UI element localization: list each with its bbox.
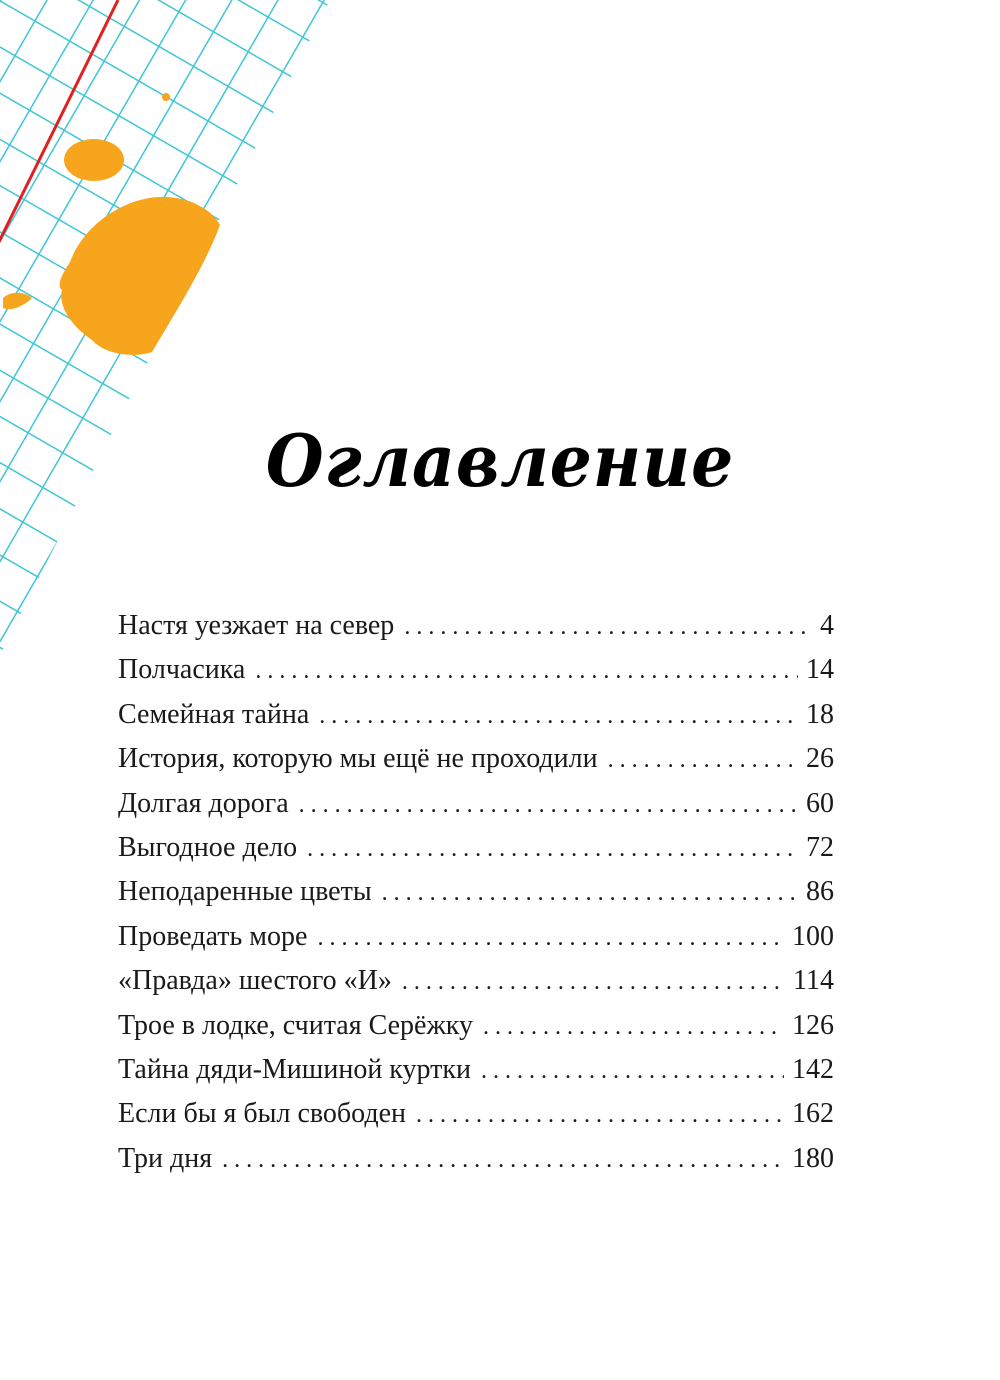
dot-leader bbox=[319, 703, 798, 730]
toc-entry[interactable] bbox=[118, 743, 834, 787]
toc-entry-page: 18 bbox=[806, 698, 834, 730]
toc-entry-title: Долгая дорога bbox=[118, 787, 289, 819]
toc-entry-page: 142 bbox=[792, 1053, 834, 1085]
toc-entry[interactable] bbox=[118, 1010, 834, 1054]
toc-entry-page: 60 bbox=[806, 787, 834, 819]
toc-entry-title: История, которую мы ещё не проходили bbox=[118, 743, 598, 775]
notebook-paper-illustration bbox=[0, 0, 340, 680]
dot-leader bbox=[402, 969, 785, 996]
dot-leader bbox=[481, 1058, 784, 1085]
toc-entry-page: 114 bbox=[793, 965, 834, 997]
toc-entry-title: Три дня bbox=[118, 1142, 213, 1174]
dot-leader bbox=[483, 1014, 784, 1041]
toc-entry-page: 26 bbox=[806, 743, 834, 775]
dot-leader bbox=[299, 792, 798, 819]
toc-entry-page: 180 bbox=[792, 1142, 834, 1174]
dot-leader bbox=[222, 1147, 784, 1174]
toc-entry-title: Если бы я был свободен bbox=[118, 1098, 407, 1130]
dot-leader bbox=[404, 614, 812, 641]
toc-entry-page: 72 bbox=[806, 831, 834, 863]
table-of-contents bbox=[118, 610, 834, 1187]
toc-entry-title: Проведать море bbox=[118, 920, 308, 952]
toc-entry-title: Неподаренные цветы bbox=[118, 876, 372, 908]
toc-entry-page: 126 bbox=[792, 1009, 834, 1041]
toc-entry-page: 100 bbox=[792, 920, 834, 952]
page-title: Оглавление bbox=[265, 418, 735, 503]
toc-entry[interactable] bbox=[118, 610, 834, 654]
toc-entry[interactable] bbox=[118, 1143, 834, 1187]
dot-leader bbox=[382, 880, 798, 907]
dot-leader bbox=[255, 658, 798, 685]
dot-leader bbox=[416, 1102, 784, 1129]
toc-entry-page: 86 bbox=[806, 876, 834, 908]
toc-entry[interactable] bbox=[118, 788, 834, 832]
toc-entry[interactable] bbox=[118, 699, 834, 743]
toc-entry-title: Трое в лодке, считая Серёжку bbox=[118, 1009, 474, 1041]
toc-entry-title: Выгодное дело bbox=[118, 831, 298, 863]
dot-leader bbox=[317, 925, 784, 952]
toc-entry[interactable] bbox=[118, 876, 834, 920]
dot-leader bbox=[307, 836, 798, 863]
toc-entry-page: 162 bbox=[792, 1098, 834, 1130]
toc-entry-title: Семейная тайна bbox=[118, 698, 310, 730]
toc-entry[interactable] bbox=[118, 965, 834, 1009]
toc-entry[interactable] bbox=[118, 654, 834, 698]
toc-entry[interactable] bbox=[118, 1054, 834, 1098]
dot-leader bbox=[608, 747, 798, 774]
toc-entry[interactable] bbox=[118, 1098, 834, 1142]
toc-entry-title: Тайна дяди-Мишиной куртки bbox=[118, 1053, 471, 1085]
toc-entry[interactable] bbox=[118, 921, 834, 965]
toc-entry[interactable] bbox=[118, 832, 834, 876]
toc-entry-page: 4 bbox=[820, 610, 834, 641]
toc-entry-title: Настя уезжает на север bbox=[118, 610, 395, 641]
toc-entry-title: «Правда» шестого «И» bbox=[118, 965, 392, 997]
toc-entry-page: 14 bbox=[806, 654, 834, 686]
toc-entry-title: Полчасика bbox=[118, 654, 246, 686]
